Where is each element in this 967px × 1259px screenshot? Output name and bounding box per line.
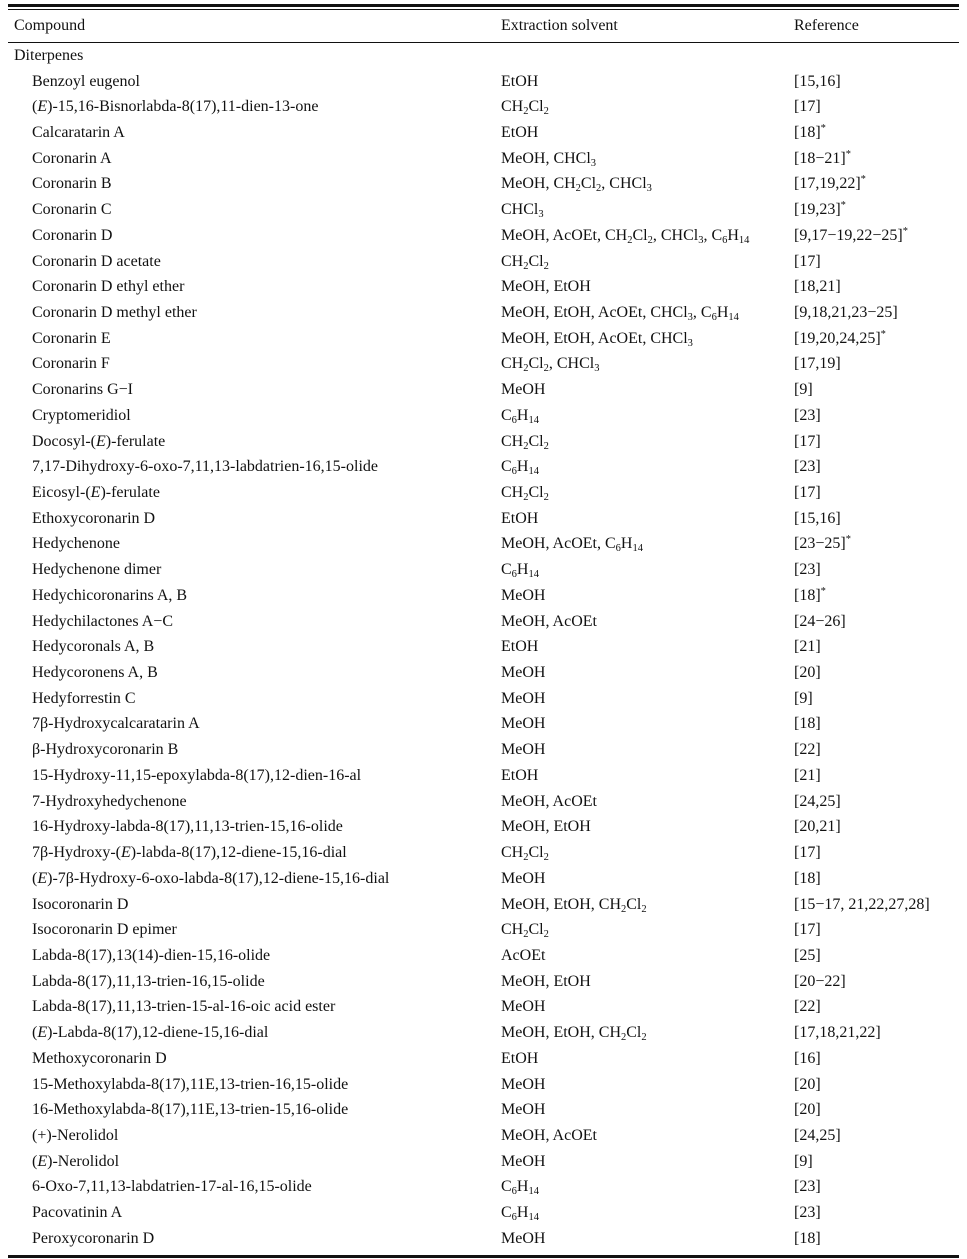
table-row	[8, 171, 959, 197]
compound-cell: Cryptomeridiol	[32, 406, 131, 424]
table-row	[8, 1149, 959, 1175]
solvent-cell: MeOH, EtOH, $CH_2Cl_2$	[501, 1024, 647, 1044]
compound-cell: Coronarin D methyl ether	[32, 303, 197, 321]
reference-cell: [17]	[794, 252, 821, 270]
solvent-cell: $CH_2Cl_2$	[501, 844, 549, 864]
solvent-cell: $C_6H_{14}$	[501, 561, 539, 581]
compound-cell: Methoxycoronarin D	[32, 1049, 167, 1067]
solvent-cell: $C_6H_{14}$	[501, 458, 539, 478]
solvent-cell: $C_6H_{14}$	[501, 1178, 539, 1198]
compound-cell: Calcaratarin A	[32, 123, 125, 141]
solvent-cell: EtOH	[501, 72, 539, 90]
table-row	[8, 531, 959, 557]
reference-cell: [18,21]	[794, 278, 841, 296]
reference-cell: [18]	[794, 715, 821, 733]
table-row	[8, 969, 959, 995]
reference-cell: [16]	[794, 1049, 821, 1067]
solvent-cell: MeOH, EtOH	[501, 972, 591, 990]
compound-cell: 15-Methoxylabda-8(17),11E,13-trien-16,15-olide	[32, 1075, 349, 1093]
table-row	[8, 1097, 959, 1123]
table-row	[8, 917, 959, 943]
reference-cell: [20,21]	[794, 818, 841, 836]
solvent-cell: MeOH	[501, 998, 546, 1016]
compound-cell: 7,17-Dihydroxy-6-oxo-7,11,13-labdatrien-16,15-olide	[32, 458, 378, 476]
table-row	[8, 300, 959, 326]
compound-cell: Labda-8(17),11,13-trien-16,15-olide	[32, 972, 265, 990]
reference-cell: [17]	[794, 432, 821, 450]
table-row	[8, 634, 959, 660]
reference-cell: [9,17−19,22−25]*	[794, 225, 908, 244]
reference-cell: [20−22]	[794, 972, 846, 990]
reference-cell: [18]*	[794, 585, 826, 604]
solvent-cell: $CH_2Cl_2$	[501, 921, 549, 941]
compound-cell: Hedychicoronarins A, B	[32, 586, 188, 604]
reference-cell: [19,20,24,25]*	[794, 328, 886, 347]
reference-cell: [9]	[794, 381, 813, 399]
reference-cell: [18−21]*	[794, 148, 851, 167]
solvent-cell: CHCl$_3$	[501, 201, 544, 221]
table-row	[8, 197, 959, 223]
compound-cell: Hedychilactones A−C	[32, 612, 173, 630]
solvent-cell: $C_6H_{14}$	[501, 1204, 539, 1224]
solvent-cell: EtOH	[501, 1049, 539, 1067]
reference-cell: [23]	[794, 406, 821, 424]
solvent-cell: MeOH, AcOEt	[501, 1126, 597, 1144]
reference-cell: [9]	[794, 689, 813, 707]
solvent-cell: EtOH	[501, 509, 539, 527]
compound-cell: Hedychenone	[32, 535, 120, 553]
reference-cell: [22]	[794, 998, 821, 1016]
compound-cell: 6-Oxo-7,11,13-labdatrien-17-al-16,15-olide	[32, 1178, 312, 1196]
compound-cell: Hedycoronens A, B	[32, 664, 158, 682]
header-reference: Reference	[794, 17, 859, 34]
compound-cell: Coronarin B	[32, 175, 112, 193]
table-row	[8, 609, 959, 635]
reference-cell: [22]	[794, 741, 821, 759]
compound-cell: Coronarin D	[32, 226, 113, 244]
compound-cell: Ethoxycoronarin D	[32, 509, 156, 527]
table-row	[8, 377, 959, 403]
solvent-cell: $C_6H_{14}$	[501, 406, 539, 426]
compound-cell: Hedycoronals A, B	[32, 638, 155, 656]
solvent-cell: $CH_2Cl_2$, CHCl$_3$	[501, 355, 600, 375]
solvent-cell: $CH_2Cl_2$	[501, 432, 549, 452]
solvent-cell: MeOH, CHCl$_3$	[501, 149, 597, 169]
solvent-cell: $CH_2Cl_2$	[501, 252, 549, 272]
table-row	[8, 249, 959, 275]
reference-cell: [23−25]*	[794, 534, 851, 553]
table-row	[8, 1020, 959, 1046]
reference-cell: [15,16]	[794, 72, 841, 90]
compound-cell: Coronarin C	[32, 201, 112, 219]
table-row	[8, 120, 959, 146]
reference-cell: [18]	[794, 1229, 821, 1247]
table-row	[8, 892, 959, 918]
reference-cell: [15,16]	[794, 509, 841, 527]
table-row	[8, 814, 959, 840]
reference-cell: [9]	[794, 1152, 813, 1170]
table-row	[8, 429, 959, 455]
reference-cell: [23]	[794, 561, 821, 579]
table-row	[8, 866, 959, 892]
reference-cell: [17]	[794, 921, 821, 939]
bottom-rule	[8, 1255, 959, 1258]
header-extraction-solvent: Extraction solvent	[501, 17, 618, 34]
reference-cell: [18]	[794, 869, 821, 887]
table-row	[8, 1200, 959, 1226]
table-row	[8, 506, 959, 532]
compound-cell: Coronarin A	[32, 149, 112, 167]
solvent-cell: MeOH	[501, 741, 546, 759]
solvent-cell: MeOH, AcOEt, $C_6H_{14}$	[501, 535, 643, 555]
compound-cell: Coronarin D acetate	[32, 252, 161, 270]
solvent-cell: MeOH	[501, 689, 546, 707]
table-row	[8, 1072, 959, 1098]
solvent-cell: MeOH	[501, 869, 546, 887]
table-row	[8, 1226, 959, 1252]
table-row	[8, 69, 959, 95]
table-row	[8, 583, 959, 609]
solvent-cell: MeOH	[501, 1101, 546, 1119]
reference-cell: [17,18,21,22]	[794, 1024, 881, 1042]
reference-cell: [23]	[794, 458, 821, 476]
solvent-cell: MeOH	[501, 586, 546, 604]
table-row	[8, 737, 959, 763]
reference-cell: [25]	[794, 946, 821, 964]
section-row	[8, 43, 959, 69]
reference-cell: [24−26]	[794, 612, 846, 630]
table-row	[8, 840, 959, 866]
table-row	[8, 943, 959, 969]
solvent-cell: MeOH	[501, 1075, 546, 1093]
header-row	[8, 10, 959, 42]
reference-cell: [21]	[794, 766, 821, 784]
solvent-cell: MeOH, EtOH, $CH_2Cl_2$	[501, 895, 647, 915]
table-row	[8, 403, 959, 429]
table-row	[8, 326, 959, 352]
solvent-cell: MeOH, AcOEt	[501, 612, 597, 630]
compound-cell: (E)-7β-Hydroxy-6-oxo-labda-8(17),12-diene-15,16-dial	[32, 869, 390, 887]
compound-cell: (E)-Nerolidol	[32, 1152, 120, 1170]
table-row	[8, 94, 959, 120]
table-row	[8, 480, 959, 506]
solvent-cell: MeOH	[501, 664, 546, 682]
compound-cell: 7β-Hydroxy-(E)-labda-8(17),12-diene-15,16-dial	[32, 844, 347, 862]
table-row	[8, 223, 959, 249]
table-row	[8, 711, 959, 737]
compound-cell: 16-Methoxylabda-8(17),11E,13-trien-15,16-olide	[32, 1101, 349, 1119]
compound-cell: 15-Hydroxy-11,15-epoxylabda-8(17),12-dien-16-al	[32, 766, 362, 784]
compound-cell: Peroxycoronarin D	[32, 1229, 155, 1247]
solvent-cell: EtOH	[501, 638, 539, 656]
table-row	[8, 146, 959, 172]
compound-cell: Coronarin E	[32, 329, 111, 347]
compound-table	[8, 4, 959, 1258]
solvent-cell: EtOH	[501, 766, 539, 784]
table-row	[8, 789, 959, 815]
reference-cell: [18]*	[794, 122, 826, 141]
reference-cell: [21]	[794, 638, 821, 656]
compound-cell: Hedychenone dimer	[32, 561, 162, 579]
reference-cell: [20]	[794, 1101, 821, 1119]
compound-cell: 16-Hydroxy-labda-8(17),11,13-trien-15,16-olide	[32, 818, 343, 836]
reference-cell: [23]	[794, 1178, 821, 1196]
compound-cell: β-Hydroxycoronarin B	[32, 741, 179, 759]
table-row	[8, 1174, 959, 1200]
solvent-cell: MeOH, $CH_2Cl_2$, CHCl$_3$	[501, 175, 652, 195]
solvent-cell: MeOH, EtOH, AcOEt, CHCl$_3$	[501, 329, 693, 349]
compound-cell: Coronarin D ethyl ether	[32, 278, 185, 296]
compound-cell: Benzoyl eugenol	[32, 72, 140, 90]
table-row	[8, 1046, 959, 1072]
compound-cell: Docosyl-(E)-ferulate	[32, 432, 166, 450]
compound-cell: (E)-15,16-Bisnorlabda-8(17),11-dien-13-one	[32, 98, 319, 116]
compound-cell: Pacovatinin A	[32, 1204, 123, 1222]
reference-cell: [17]	[794, 844, 821, 862]
reference-cell: [17]	[794, 98, 821, 116]
table-row	[8, 274, 959, 300]
section-label: Diterpenes	[14, 47, 84, 64]
reference-cell: [20]	[794, 664, 821, 682]
solvent-cell: MeOH	[501, 1152, 546, 1170]
header-compound: Compound	[14, 17, 86, 34]
top-rule-thick	[8, 4, 959, 7]
reference-cell: [23]	[794, 1204, 821, 1222]
reference-cell: [17,19]	[794, 355, 841, 373]
table-row	[8, 351, 959, 377]
solvent-cell: MeOH	[501, 715, 546, 733]
solvent-cell: AcOEt	[501, 946, 546, 964]
compound-cell: (+)-Nerolidol	[32, 1126, 119, 1144]
reference-cell: [24,25]	[794, 1126, 841, 1144]
compound-cell: Labda-8(17),11,13-trien-15-al-16-oic acid ester	[32, 998, 336, 1016]
table-row	[8, 557, 959, 583]
table-row	[8, 660, 959, 686]
solvent-cell: MeOH, AcOEt, $CH_2Cl_2$, CHCl$_3$, $C_6H_{14}$	[501, 226, 750, 246]
compound-cell: 7β-Hydroxycalcaratarin A	[32, 715, 200, 733]
compound-cell: Coronarins G−I	[32, 381, 134, 399]
table-row	[8, 454, 959, 480]
table-row	[8, 994, 959, 1020]
reference-cell: [17,19,22]*	[794, 174, 866, 193]
table-row	[8, 1123, 959, 1149]
compound-cell: Hedyforrestin C	[32, 689, 136, 707]
solvent-cell: MeOH, EtOH	[501, 278, 591, 296]
solvent-cell: MeOH	[501, 381, 546, 399]
solvent-cell: MeOH	[501, 1229, 546, 1247]
compound-cell: (E)-Labda-8(17),12-diene-15,16-dial	[32, 1024, 269, 1042]
compound-cell: Coronarin F	[32, 355, 110, 373]
compound-cell: Isocoronarin D epimer	[32, 921, 177, 939]
compound-cell: Labda-8(17),13(14)-dien-15,16-olide	[32, 946, 271, 964]
reference-cell: [24,25]	[794, 792, 841, 810]
table-body	[8, 69, 959, 1252]
compound-cell: Isocoronarin D	[32, 895, 129, 913]
solvent-cell: MeOH, EtOH, AcOEt, CHCl$_3$, $C_6H_{14}$	[501, 303, 739, 323]
compound-cell: 7-Hydroxyhedychenone	[32, 792, 187, 810]
reference-cell: [15−17, 21,22,27,28]	[794, 895, 930, 913]
solvent-cell: $CH_2Cl_2$	[501, 98, 549, 118]
solvent-cell: MeOH, EtOH	[501, 818, 591, 836]
solvent-cell: EtOH	[501, 123, 539, 141]
reference-cell: [20]	[794, 1075, 821, 1093]
compound-cell: Eicosyl-(E)-ferulate	[32, 484, 160, 501]
solvent-cell: $CH_2Cl_2$	[501, 484, 549, 503]
reference-cell: [19,23]*	[794, 200, 846, 219]
reference-cell: [9,18,21,23−25]	[794, 303, 898, 321]
solvent-cell: MeOH, AcOEt	[501, 792, 597, 810]
reference-cell: [17]	[794, 484, 821, 501]
table-row	[8, 763, 959, 789]
table-row	[8, 686, 959, 712]
